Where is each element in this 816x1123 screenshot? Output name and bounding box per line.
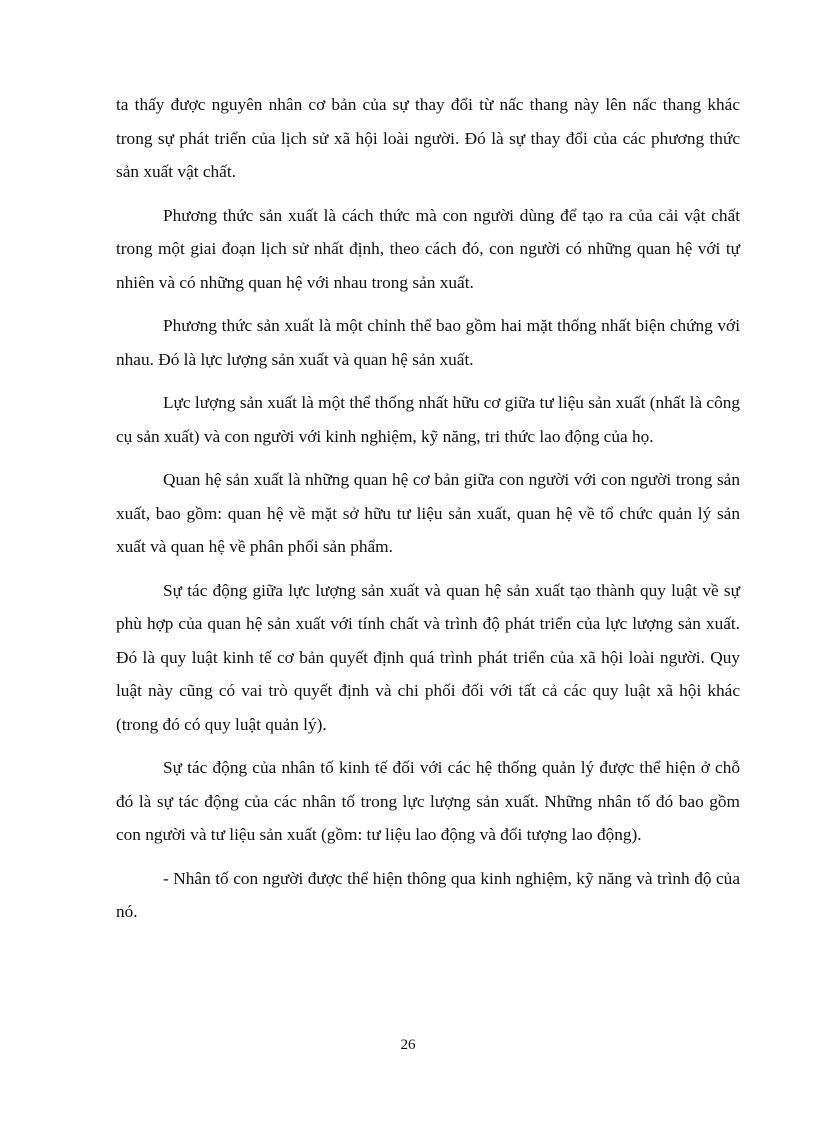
paragraph-production-method-aspects: Phương thức sản xuất là một chỉnh thể bao gồm hai mặt thống nhất biện chứng với nhau. Đó là lực lượng sản xuất và quan hệ sản xuất.	[116, 316, 740, 369]
paragraph-production-method-definition: Phương thức sản xuất là cách thức mà con người dùng để tạo ra của cải vật chất trong một giai đoạn lịch sử nhất định, theo cách đó, con người có những quan hệ với tự nhiên và có những quan hệ với nhau trong sản xuất.	[116, 205, 740, 292]
page-body	[116, 88, 740, 939]
paragraph-production-relations: Quan hệ sản xuất là những quan hệ cơ bản giữa con người với con người trong sản xuất, bao gồm: quan hệ về mặt sở hữu tư liệu sản xuất, quan hệ về tổ chức quản lý sản xuất và quan hệ về phân phối sản phẩm.	[116, 470, 740, 556]
page-number: 26	[400, 1037, 416, 1053]
paragraph-economic-law: Sự tác động giữa lực lượng sản xuất và quan hệ sản xuất tạo thành quy luật về sự phù hợp của quan hệ sản xuất với tính chất và trình độ phát triển của lực lượng sản xuất. Đó là quy luật kinh tế cơ bản quyết định quá trình phát triển của xã hội loài người. Quy luật này cũng có vai trò quyết định và chi phối đối với tất cả các quy luật xã hội khác (trong đó có quy luật quản lý).	[116, 580, 740, 734]
paragraph-continuation: ta thấy được nguyên nhân cơ bản của sự thay đổi từ nấc thang này lên nấc thang khác trong sự phát triển của lịch sử xã hội loài người. Đó là sự thay đổi của các phương thức sản xuất vật chất.	[116, 95, 740, 181]
paragraph-economic-factor-impact: Sự tác động của nhân tố kinh tế đối với các hệ thống quản lý được thể hiện ở chỗ đó là sự tác động của các nhân tố trong lực lượng sản xuất. Những nhân tố đó bao gồm con người và tư liệu sản xuất (gồm: tư liệu lao động và đối tượng lao động).	[116, 758, 740, 844]
paragraph-productive-forces: Lực lượng sản xuất là một thể thống nhất hữu cơ giữa tư liệu sản xuất (nhất là công cụ sản xuất) và con người với kinh nghiệm, kỹ năng, tri thức lao động của họ.	[116, 393, 740, 446]
paragraph-human-factor: - Nhân tố con người được thể hiện thông qua kinh nghiệm, kỹ năng và trình độ của nó.	[116, 868, 740, 921]
